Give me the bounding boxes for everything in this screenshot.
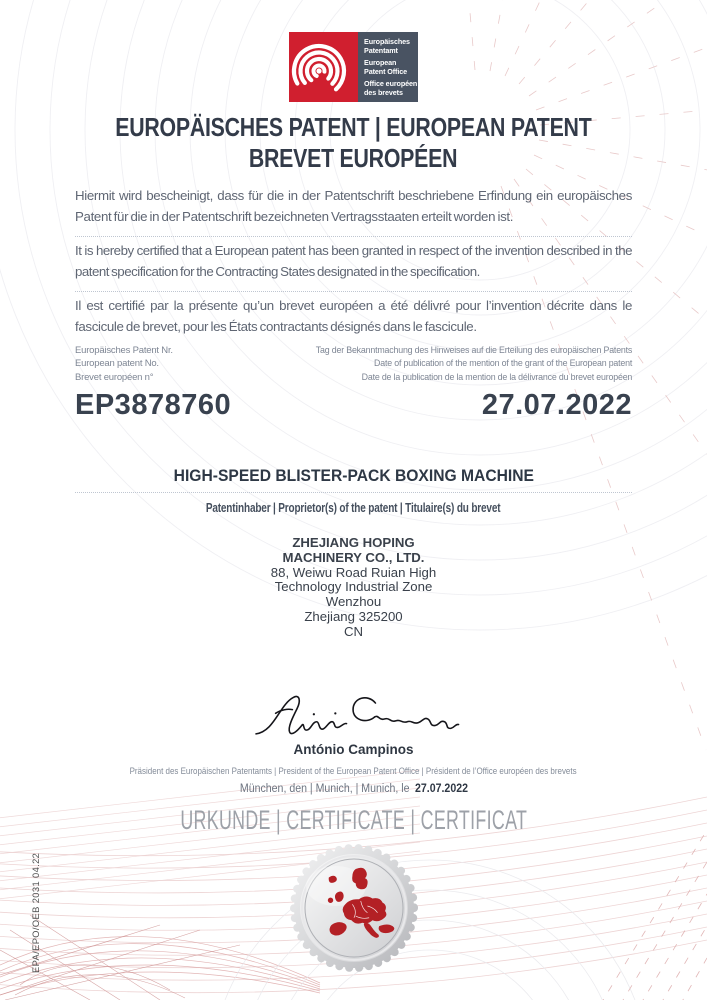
certification-paragraph-de: Hiermit wird bescheinigt, dass für die in der Patentschrift beschriebene Erfindung ein europäisches Patent für die in der Patentschrift bezeichneten Vertragsstaaten erteilt worden ist.: [75, 188, 632, 224]
proprietor-address-line: Wenzhou: [325, 594, 382, 610]
signatory-name: António Campinos: [293, 742, 414, 757]
grant-date-value: 27.07.2022: [481, 389, 632, 421]
certification-paragraph-en: It is hereby certified that a European patent has been granted in respect of the invention described in the patent specification for the Contracting States designated in the specification.: [75, 243, 632, 279]
proprietor-address-line: Technology Industrial Zone: [274, 579, 433, 595]
dotted-separator: [75, 236, 632, 237]
embossed-seal: [287, 841, 421, 975]
logo-line: des brevets: [364, 87, 403, 97]
page-title-line2: BREVET EUROPÉEN: [249, 142, 458, 173]
logo-line: Europäisches: [364, 37, 410, 46]
place-date-line: [0, 783, 707, 795]
place-line: München, den | Munich, | Munich, le: [239, 783, 410, 795]
epo-logo: [0, 32, 707, 102]
patent-number-labels: [75, 344, 173, 384]
field-values: [75, 390, 632, 422]
logo-line: Patent Office: [364, 66, 408, 76]
proprietor-name-line: MACHINERY CO., LTD.: [282, 549, 425, 565]
proprietor-heading: Patentinhaber | Proprietor(s) of the patent | Titulaire(s) du brevet: [206, 501, 501, 515]
epo-fingerprint-icon: [289, 32, 358, 102]
grant-date-labels: [316, 344, 632, 384]
certification-paragraph-fr: Il est certifié par la présente qu’un brevet européen a été délivré pour l’invention décrite dans le fascicule de brevet, pour les États contractants désignés dans le fascicule.: [75, 298, 632, 334]
logo-line: European: [364, 58, 397, 68]
field-labels: [75, 344, 632, 384]
logo-line: Patentamt: [364, 45, 398, 55]
side-code-vertical: EPA/EPO/OEB 2031 04.22: [31, 852, 41, 973]
proprietor-block: [0, 536, 707, 639]
patent-number-label-fr: Brevet européen n°: [75, 371, 154, 383]
president-role-line: Präsident des Europäischen Patentamts | President of the European Patent Office | Président de l’Office européen des brevets: [129, 766, 578, 777]
patent-number-label-de: Europäisches Patent Nr.: [75, 345, 173, 356]
invention-section: [75, 466, 632, 515]
dotted-separator: [75, 291, 632, 292]
grant-date-label-fr: Date de la publication de la mention de la délivrance du brevet européen: [361, 371, 632, 383]
patent-number-value: EP3878760: [75, 389, 232, 421]
proprietor-address-line: 88, Weiwu Road Ruian High: [270, 564, 437, 580]
grant-date-label-de: Tag der Bekanntmachung des Hinweises auf die Erteilung des europäischen Patents: [315, 345, 632, 356]
invention-title: HIGH-SPEED BLISTER-PACK BOXING MACHINE: [75, 466, 632, 493]
proprietor-address-line: Zhejiang 325200: [304, 608, 403, 624]
certificate-banner: URKUNDE | CERTIFICATE | CERTIFICAT: [180, 805, 527, 835]
page-title: [0, 112, 707, 173]
signature-date: 27.07.2022: [414, 783, 468, 795]
proprietor-address-line: CN: [343, 623, 364, 639]
proprietor-name-line: ZHEJIANG HOPING: [292, 535, 415, 550]
patent-number-label-en: European patent No.: [75, 358, 159, 370]
signature-autograph: [239, 690, 469, 746]
epo-logo-wordmark: [358, 32, 418, 102]
page-title-line1: EUROPÄISCHES PATENT | EUROPEAN PATENT: [115, 112, 592, 142]
logo-line: Office européen: [364, 79, 418, 89]
grant-date-label-en: Date of publication of the mention of the grant of the European patent: [373, 358, 632, 370]
